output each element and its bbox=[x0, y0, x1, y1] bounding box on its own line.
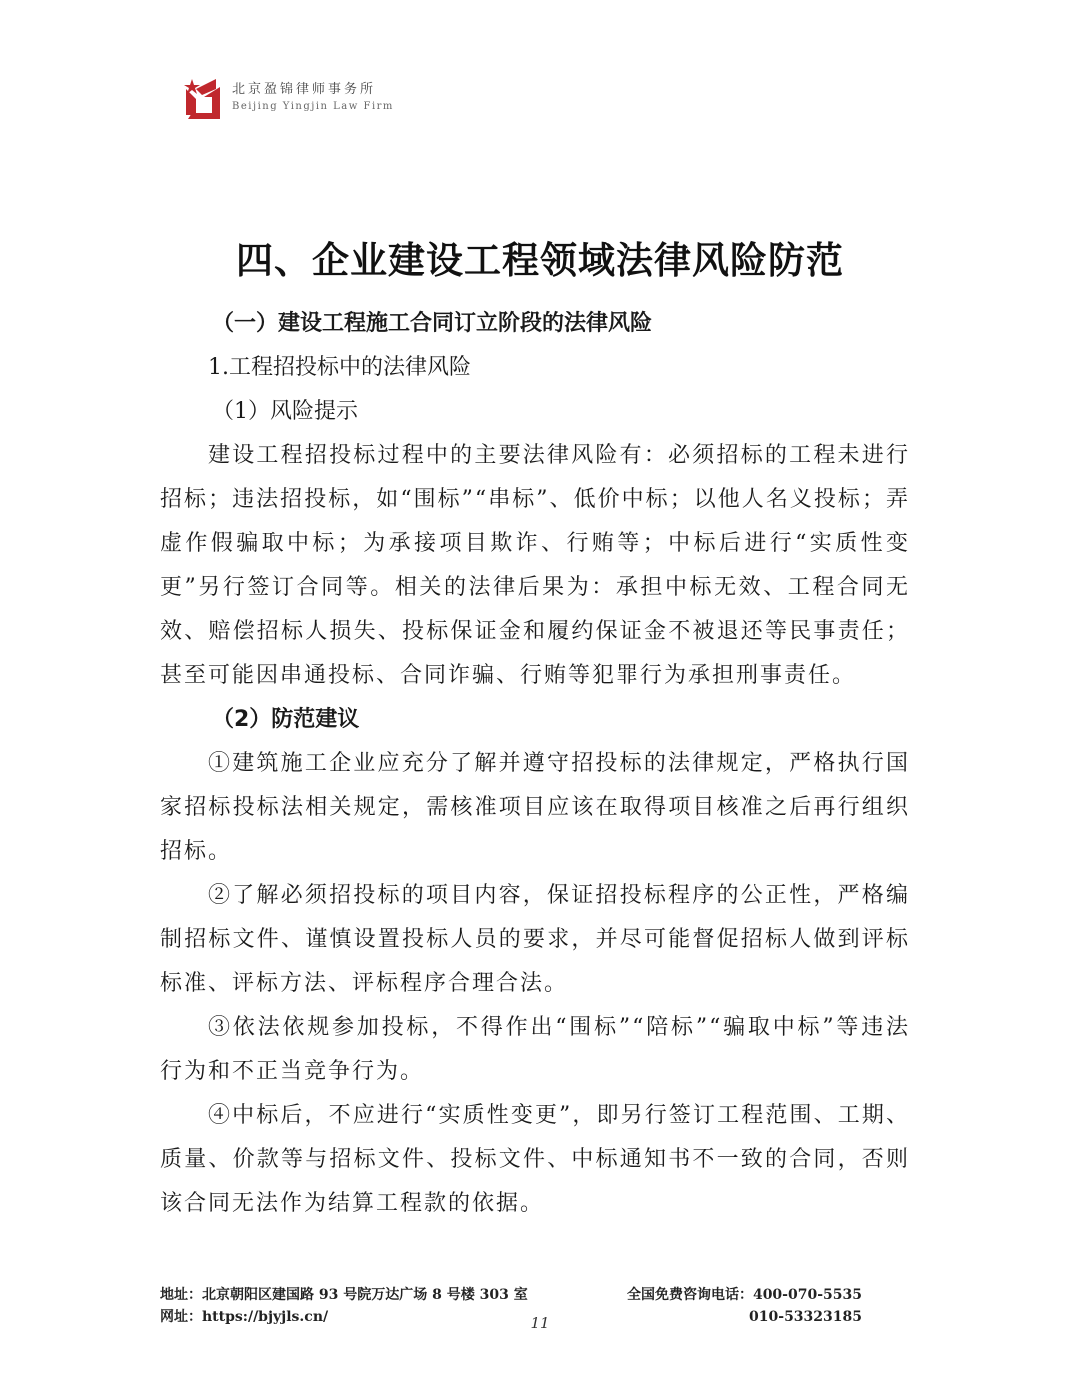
document-body bbox=[160, 302, 910, 1226]
subsection-heading: 1.工程招投标中的法律风险 bbox=[208, 355, 471, 380]
footer-hotline: 全国免费咨询电话：400-070-5535 bbox=[626, 1287, 862, 1303]
footer-address: 地址：北京朝阳区建国路 93 号院万达广场 8 号楼 303 室 bbox=[160, 1287, 528, 1303]
page-number: 11 bbox=[530, 1314, 550, 1332]
risk-paragraph: 建设工程招投标过程中的主要法律风险有：必须招标的工程未进行招标；违法招投标，如“围标”“串标”、低价中标；以他人名义投标；弄虚作假骗取中标；为承接项目欺诈、行贿等；中标后进行“实质性变更”另行签订合同等。相关的法律后果为：承担中标无效、工程合同无效、赔偿招标人损失、投标保证金和履约保证金不被退还等民事责任；甚至可能因串通投标、合同诈骗、行贿等犯罪行为承担刑事责任。 bbox=[160, 443, 910, 688]
advice-item-2: ②了解必须招投标的项目内容，保证招投标程序的公正性，严格编制招标文件、谨慎设置投标人员的要求，并尽可能督促招标人做到评标标准、评标方法、评标程序合理合法。 bbox=[160, 883, 910, 996]
footer-website: 网址：https://bjyjls.cn/ bbox=[160, 1309, 329, 1325]
advice-heading: （2）防范建议 bbox=[212, 707, 360, 732]
yingjin-logo-icon bbox=[182, 75, 224, 121]
firm-name-cn: 北京盈锦律师事务所 bbox=[232, 82, 377, 97]
advice-item-3: ③依法依规参加投标，不得作出“围标”“陪标”“骗取中标”等违法行为和不正当竞争行为。 bbox=[160, 1015, 910, 1084]
letterhead bbox=[182, 74, 394, 122]
advice-item-1: ①建筑施工企业应充分了解并遵守招投标的法律规定，严格执行国家招标投标法相关规定，需核准项目应该在取得项目核准之后再行组织招标。 bbox=[160, 751, 910, 864]
page-title: 四、企业建设工程领域法律风险防范 bbox=[236, 239, 844, 282]
footer-phone: 010-53323185 bbox=[749, 1309, 862, 1325]
firm-name-en: Beijing Yingjin Law Firm bbox=[232, 101, 394, 112]
advice-item-4: ④中标后，不应进行“实质性变更”，即另行签订工程范围、工期、质量、价款等与招标文件、投标文件、中标通知书不一致的合同，否则该合同无法作为结算工程款的依据。 bbox=[160, 1103, 910, 1216]
section-heading: （一）建设工程施工合同订立阶段的法律风险 bbox=[212, 311, 653, 336]
firm-names bbox=[232, 82, 394, 114]
risk-heading: （1）风险提示 bbox=[212, 399, 358, 424]
